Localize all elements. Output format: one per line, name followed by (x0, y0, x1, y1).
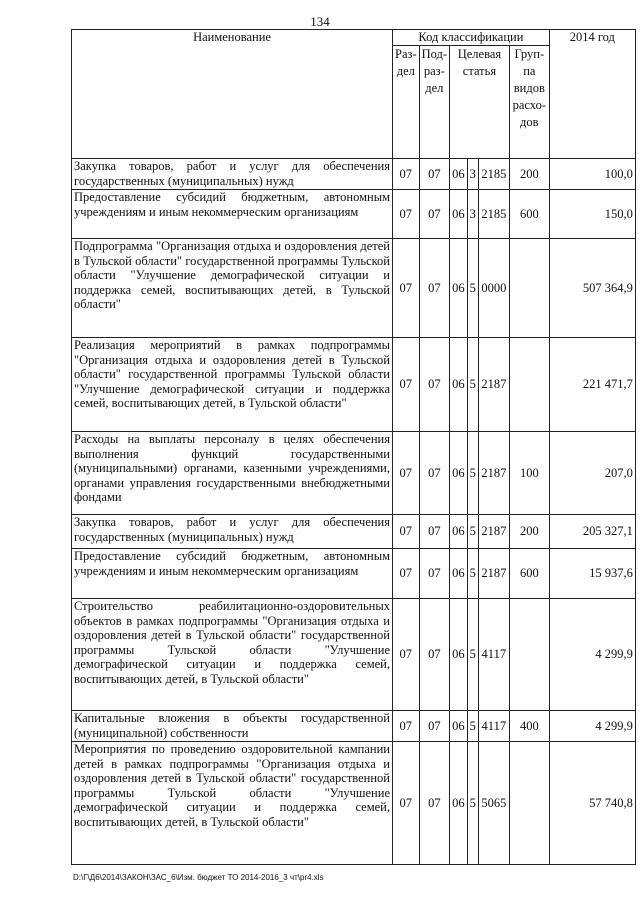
row-target-program: 06 (450, 549, 468, 599)
row-target-program: 06 (450, 742, 468, 865)
row-amount: 221 471,7 (549, 338, 635, 432)
row-target-subprogram: 5 (467, 239, 478, 338)
row-name: Капитальные вложения в объекты государственной (муниципальной) собственности (72, 711, 393, 742)
table-row (72, 338, 636, 432)
row-section: 07 (393, 338, 420, 432)
row-target-program: 06 (450, 599, 468, 711)
row-expense-group: 600 (509, 549, 549, 599)
header-year: 2014 год (549, 30, 635, 159)
row-target-code: 2185 (478, 190, 509, 239)
row-target-subprogram: 5 (467, 742, 478, 865)
table-row (72, 432, 636, 515)
row-section: 07 (393, 742, 420, 865)
row-target-code: 5065 (478, 742, 509, 865)
row-section: 07 (393, 711, 420, 742)
header-target-article: Целевая статья (450, 46, 510, 159)
budget-table (71, 29, 636, 865)
row-target-code: 4117 (478, 599, 509, 711)
row-expense-group: 200 (509, 515, 549, 549)
row-name: Мероприятия по проведению оздоровительной кампании детей в рамках подпрограммы "Организация отдыха и оздоровления детей в Тульской области" государственной программы Тульской области "Улучшение демографической ситуации и поддержка семей, воспитывающих детей, в Тульской области" (72, 742, 393, 865)
row-subsection: 07 (419, 159, 449, 190)
row-target-subprogram: 3 (467, 190, 478, 239)
row-name: Реализация мероприятий в рамках подпрограммы "Организация отдыха и оздоровления детей в Тульской области" государственной программы Тульской области "Улучшение демографической ситуации и поддержка семей, воспитывающих детей, в Тульской области" (72, 338, 393, 432)
table-row (72, 239, 636, 338)
header-expense-group: Груп-па видов расхо-дов (509, 46, 549, 159)
page-number: 134 (310, 14, 330, 29)
row-target-code: 2187 (478, 549, 509, 599)
row-target-subprogram: 5 (467, 432, 478, 515)
row-target-code: 2185 (478, 159, 509, 190)
row-name: Закупка товаров, работ и услуг для обеспечения государственных (муниципальных) нужд (72, 159, 393, 190)
row-subsection: 07 (419, 549, 449, 599)
row-target-program: 06 (450, 338, 468, 432)
row-subsection: 07 (419, 190, 449, 239)
table-row (72, 711, 636, 742)
row-target-subprogram: 5 (467, 338, 478, 432)
header-subsection: Под-раз-дел (419, 46, 449, 159)
row-target-code: 2187 (478, 432, 509, 515)
row-target-code: 2187 (478, 338, 509, 432)
row-name: Закупка товаров, работ и услуг для обеспечения государственных (муниципальных) нужд (72, 515, 393, 549)
row-amount: 150,0 (549, 190, 635, 239)
row-expense-group: 400 (509, 711, 549, 742)
row-target-code: 0000 (478, 239, 509, 338)
row-amount: 4 299,9 (549, 599, 635, 711)
table-row (72, 190, 636, 239)
header-name: Наименование (72, 30, 393, 159)
table-row (72, 159, 636, 190)
row-section: 07 (393, 239, 420, 338)
row-amount: 57 740,8 (549, 742, 635, 865)
row-target-program: 06 (450, 432, 468, 515)
row-target-code: 4117 (478, 711, 509, 742)
row-name: Строительство реабилитационно-оздоровительных объектов в рамках подпрограммы "Организация отдыха и оздоровления детей в Тульской области" государственной программы Тульской области "Улучшение демографической ситуации и поддержка семей, воспитывающих детей, в Тульской области" (72, 599, 393, 711)
row-target-program: 06 (450, 239, 468, 338)
row-target-code: 2187 (478, 515, 509, 549)
row-subsection: 07 (419, 711, 449, 742)
row-amount: 100,0 (549, 159, 635, 190)
row-subsection: 07 (419, 338, 449, 432)
row-target-subprogram: 5 (467, 549, 478, 599)
row-amount: 15 937,6 (549, 549, 635, 599)
row-subsection: 07 (419, 599, 449, 711)
table-row (72, 515, 636, 549)
row-expense-group: 100 (509, 432, 549, 515)
row-expense-group: 600 (509, 190, 549, 239)
row-subsection: 07 (419, 432, 449, 515)
row-target-subprogram: 5 (467, 515, 478, 549)
row-target-program: 06 (450, 159, 468, 190)
row-amount: 507 364,9 (549, 239, 635, 338)
table-row (72, 549, 636, 599)
row-section: 07 (393, 159, 420, 190)
row-target-subprogram: 3 (467, 159, 478, 190)
table-row (72, 599, 636, 711)
row-section: 07 (393, 549, 420, 599)
row-name: Расходы на выплаты персоналу в целях обеспечения выполнения функций государственными (муниципальными) органами, казенными учреждениями, органами управления государственными внебюджетными фондами (72, 432, 393, 515)
row-target-program: 06 (450, 515, 468, 549)
row-subsection: 07 (419, 515, 449, 549)
row-section: 07 (393, 190, 420, 239)
header-section: Раз-дел (393, 46, 420, 159)
row-name: Предоставление субсидий бюджетным, автономным учреждениям и иным некоммерческим организациям (72, 190, 393, 239)
row-section: 07 (393, 599, 420, 711)
row-name: Подпрограмма "Организация отдыха и оздоровления детей в Тульской области" государственной программы Тульской области "Улучшение демографической ситуации и поддержка семей, воспитывающих детей, в Тульской области" (72, 239, 393, 338)
row-expense-group (509, 742, 549, 865)
table-row (72, 742, 636, 865)
row-subsection: 07 (419, 742, 449, 865)
row-target-program: 06 (450, 711, 468, 742)
row-subsection: 07 (419, 239, 449, 338)
row-expense-group (509, 338, 549, 432)
row-amount: 207,0 (549, 432, 635, 515)
header-classification: Код классификации (393, 30, 550, 46)
row-amount: 205 327,1 (549, 515, 635, 549)
row-expense-group: 200 (509, 159, 549, 190)
row-amount: 4 299,9 (549, 711, 635, 742)
row-name: Предоставление субсидий бюджетным, автономным учреждениям и иным некоммерческим организациям (72, 549, 393, 599)
row-expense-group (509, 239, 549, 338)
row-target-program: 06 (450, 190, 468, 239)
row-target-subprogram: 5 (467, 711, 478, 742)
file-path-footer: D:\Г\Д6\2014\ЗАКОН\ЗАС_6\Изм. бюджет ТО 2014-2016_3 чт\pr4.xls (73, 873, 324, 882)
header-row-top (72, 30, 636, 46)
row-section: 07 (393, 432, 420, 515)
row-expense-group (509, 599, 549, 711)
row-section: 07 (393, 515, 420, 549)
row-target-subprogram: 5 (467, 599, 478, 711)
